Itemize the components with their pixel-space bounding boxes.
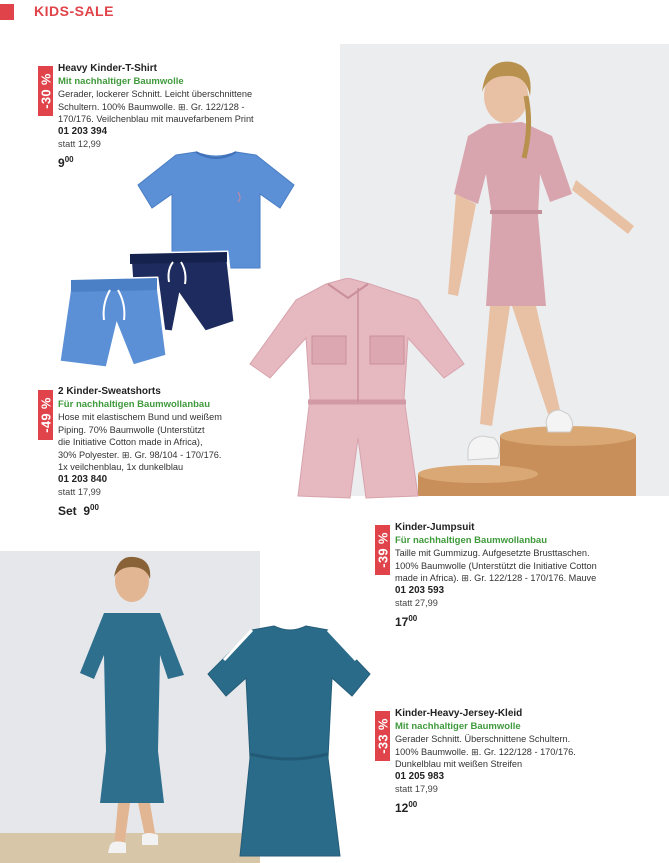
dress-image (206, 624, 372, 860)
discount-badge-tshirt: -30 % (38, 66, 53, 116)
article-number: 01 203 840 (58, 473, 108, 485)
product-description: made in Africa). ⊞. Gr. 122/128 - 170/176. Mauve (395, 573, 597, 583)
product-name: 2 Kinder-Sweatshorts (58, 386, 161, 397)
eco-label: Für nachhaltigen Baumwollanbau (58, 398, 211, 410)
product-name: Kinder-Jumpsuit (395, 522, 475, 533)
product-description: 100% Baumwolle. ⊞. Gr. 122/128 - 170/176. (395, 746, 576, 757)
product-name: Kinder-Heavy-Jersey-Kleid (395, 708, 523, 719)
jumpsuit-image (248, 278, 468, 503)
old-price: statt 17,99 (395, 784, 438, 794)
page-title: KIDS-SALE (34, 3, 114, 19)
discount-badge-jumpsuit: -39 % (375, 525, 390, 575)
product-description: Piping. 70% Baumwolle (Unterstützt (58, 424, 205, 435)
old-price: statt 27,99 (395, 598, 438, 608)
product-jumpsuit (395, 522, 665, 628)
product-description: 1x veilchenblau, 1x dunkelblau (58, 462, 184, 472)
product-description: Taille mit Gummizug. Aufgesetzte Brusttaschen. (395, 548, 590, 558)
product-description: 30% Polyester. ⊞. Gr. 98/104 - 170/176. (58, 449, 222, 460)
eco-label: Mit nachhaltiger Baumwolle (58, 75, 184, 87)
price: $9^{00}$ (58, 154, 74, 170)
price: Set $9^{00}$ (58, 502, 99, 518)
discount-badge-shorts: -49 % (38, 390, 53, 440)
eco-label: Mit nachhaltiger Baumwolle (395, 720, 521, 732)
product-description: Gerader Schnitt. Überschnittene Schultern. (395, 734, 571, 744)
product-description: die Initiative Cotton made in Africa), (58, 437, 203, 447)
product-description: Schultern. 100% Baumwolle. ⊞. Gr. 122/128 - (58, 101, 245, 112)
discount-badge-dress: -33 % (375, 711, 390, 761)
shorts-image (55, 244, 240, 374)
article-number: 01 205 983 (395, 770, 445, 782)
product-description: Hose mit elastischem Bund und weißem (58, 412, 222, 422)
price: $17^{00}$ (395, 613, 418, 629)
old-price: statt 12,99 (58, 139, 101, 149)
article-number: 01 203 593 (395, 584, 445, 596)
price: $12^{00}$ (395, 799, 418, 815)
product-name: Heavy Kinder-T-Shirt (58, 63, 157, 74)
article-number: 01 203 394 (58, 125, 108, 137)
old-price: statt 17,99 (58, 487, 101, 497)
product-description: 170/176. Veilchenblau mit mauvefarbenem Print (58, 114, 254, 124)
header-accent-bar (0, 4, 14, 20)
product-description: Gerader, lockerer Schnitt. Leicht überschnittene (58, 89, 253, 99)
product-description: 100% Baumwolle (Unterstützt die Initiative Cotton (395, 560, 597, 571)
eco-label: Für nachhaltigen Baumwollanbau (395, 534, 548, 546)
product-description: Dunkelblau mit weißen Streifen (395, 759, 523, 769)
product-jersey-dress (395, 708, 665, 814)
